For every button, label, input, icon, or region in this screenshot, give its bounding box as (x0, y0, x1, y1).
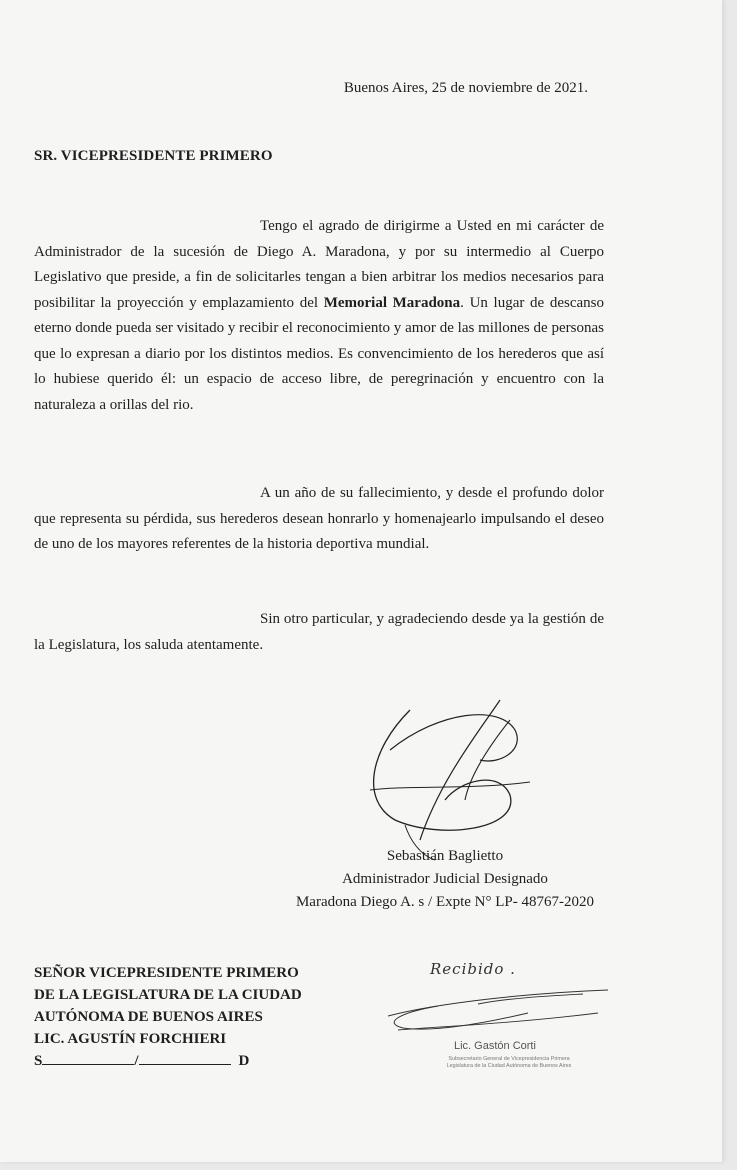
paragraph-tribute (34, 481, 604, 558)
received-note: Recibido . (430, 960, 516, 978)
addressee-fields (34, 1050, 302, 1072)
addressee-line-4: LIC. AGUSTÍN FORCHIERI (34, 1031, 227, 1047)
salutation: SR. VICEPRESIDENTE PRIMERO (34, 148, 273, 164)
field-d: D (238, 1053, 250, 1069)
signature-block (250, 845, 640, 914)
stamp-title-line-1: Subsecretario General de Vicepresidencia Primera (448, 1056, 570, 1062)
addressee-line-3: AUTÓNOMA DE BUENOS AIRES (34, 1009, 263, 1025)
field-s: S (34, 1053, 43, 1069)
signatory-role: Administrador Judicial Designado (342, 871, 548, 887)
paragraph-closing (34, 607, 604, 658)
addressee-block (34, 962, 302, 1072)
paragraph-tribute-text: A un año de su fallecimiento, y desde el profundo dolor que representa su pérdida, sus herederos desean honrarlo y homenajearlo impulsando el deseo de uno de los mayores referentes de la historia deportiva mundial. (34, 485, 604, 552)
field-separator: / (134, 1053, 139, 1069)
addressee-line-2: DE LA LEGISLATURA DE LA CIUDAD (34, 987, 302, 1003)
signature-image (350, 690, 550, 865)
paragraph-request (34, 214, 604, 418)
blank-line (42, 1051, 134, 1065)
addressee-line-1: SEÑOR VICEPRESIDENTE PRIMERO (34, 965, 299, 981)
blank-line (139, 1051, 231, 1065)
paragraph-request-text-2: . Un lugar de descanso eterno donde pueda ser visitado y recibir el reconocimiento y amor de las millones de personas que lo expresan a diario por los distintos medios. Es convencimiento de los herederos que así lo hubiese querido él: un espacio de acceso libre, de peregrinación y encuentro con la naturaleza a orillas del rio. (34, 294, 604, 413)
paragraph-request-text-1: Tengo el agrado de dirigirme a Usted en mi carácter de Administrador de la sucesión de Diego A. Maradona, y por su intermedio al Cuerpo Legislativo que preside, a fin de solicitarles tengan a bien arbitrar los medios necesarios para posibilitar la proyección y emplazamiento del (34, 218, 604, 311)
stamp-title-line-2: Legislatura de la Ciudad Autónoma de Buenos Aires (446, 1063, 572, 1069)
memorial-name: Memorial Maradona (323, 294, 461, 311)
case-reference: Maradona Diego A. s / Expte N° LP- 48767-2020 (295, 894, 595, 910)
stamp-name: Lic. Gastón Corti (454, 1040, 536, 1052)
paragraph-closing-text: Sin otro particular, y agradeciendo desde ya la gestión de la Legislatura, los saluda atentamente. (34, 611, 604, 653)
letter-date: Buenos Aires, 25 de noviembre de 2021. (343, 80, 588, 96)
signatory-name: Sebastián Baglietto (386, 848, 504, 864)
